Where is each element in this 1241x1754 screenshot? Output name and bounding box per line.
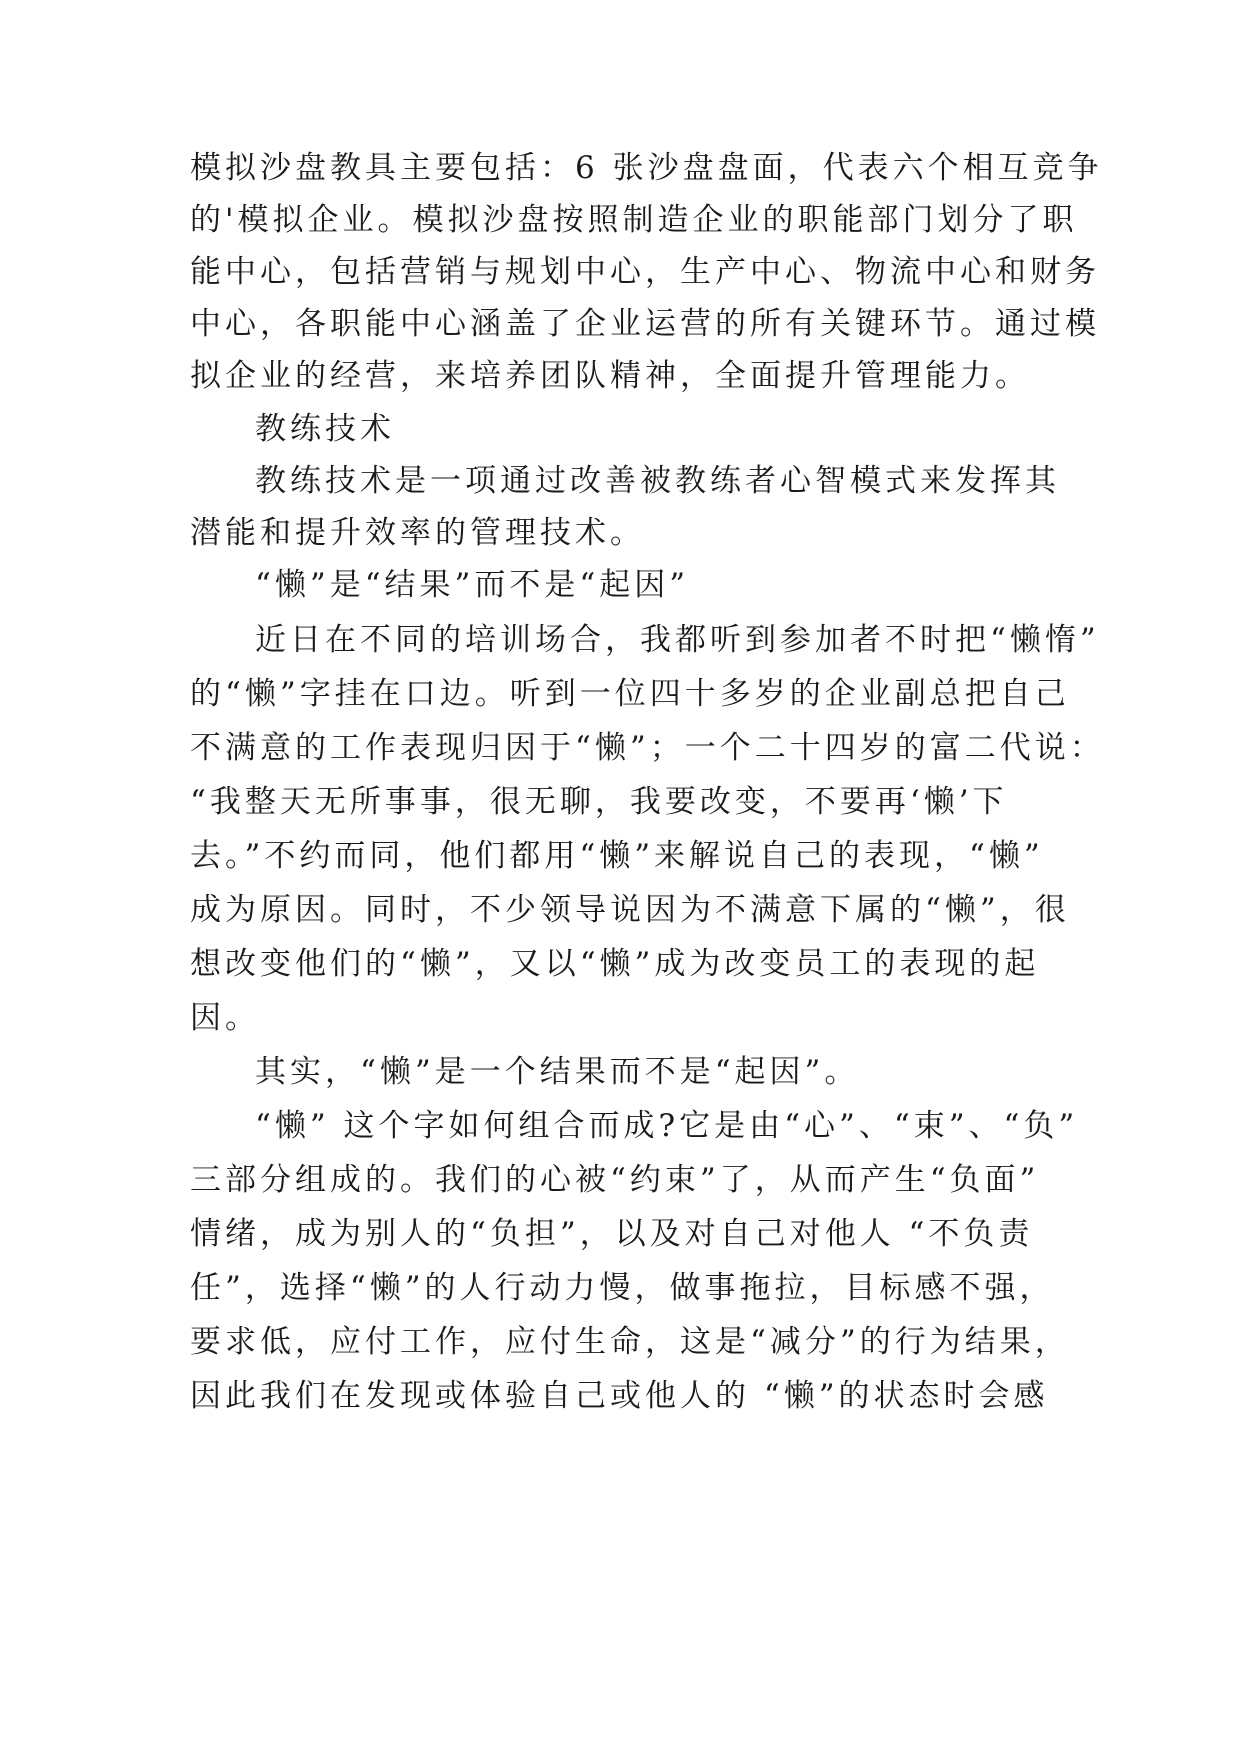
paragraph-line: 去。”不约而同，他们都用“懒”来解说自己的表现，“懒” bbox=[190, 838, 1044, 874]
paragraph-line: 成为原因。同时，不少领导说因为不满意下属的“懒”，很 bbox=[190, 892, 1070, 928]
section-heading: 教练技术 bbox=[255, 411, 395, 447]
paragraph-line: “懒” 这个字如何组合而成?它是由“心”、“束”、“负” bbox=[255, 1108, 1079, 1144]
paragraph-line: 的“懒”字挂在口边。听到一位四十多岁的企业副总把自己 bbox=[190, 676, 1070, 712]
paragraph-line: 想改变他们的“懒”，又以“懒”成为改变员工的表现的起 bbox=[190, 946, 1040, 982]
paragraph-line: 任”，选择“懒”的人行动力慢，做事拖拉，目标感不强， bbox=[190, 1270, 1055, 1306]
paragraph-line: 教练技术是一项通过改善被教练者心智模式来发挥其 bbox=[255, 463, 1060, 499]
paragraph-line: 近日在不同的培训场合，我都听到参加者不时把“懒惰” bbox=[255, 622, 1100, 658]
paragraph-line: 三部分组成的。我们的心被“约束”了，从而产生“负面” bbox=[190, 1162, 1040, 1198]
paragraph-line: 的'模拟企业。模拟沙盘按照制造企业的职能部门划分了职 bbox=[190, 202, 1078, 238]
paragraph-line: 因此我们在发现或体验自己或他人的 “懒”的状态时会感 bbox=[190, 1378, 1049, 1414]
paragraph-line: 要求低，应付工作，应付生命，这是“减分”的行为结果， bbox=[190, 1324, 1070, 1360]
paragraph-line: “我整天无所事事，很无聊，我要改变，不要再‘懒’下 bbox=[190, 784, 1008, 820]
paragraph-line: 拟企业的经营，来培养团队精神，全面提升管理能力。 bbox=[190, 358, 1030, 394]
paragraph-line: 情绪，成为别人的“负担”，以及对自己对他人 “不负责 bbox=[190, 1216, 1034, 1252]
paragraph-line: 不满意的工作表现归因于“懒”；一个二十四岁的富二代说： bbox=[190, 730, 1105, 766]
paragraph-line: 因。 bbox=[190, 1000, 260, 1036]
section-heading: “懒”是“结果”而不是“起因” bbox=[255, 567, 690, 603]
paragraph-line: 能中心，包括营销与规划中心，生产中心、物流中心和财务 bbox=[190, 254, 1100, 290]
paragraph-line: 中心，各职能中心涵盖了企业运营的所有关键环节。通过模 bbox=[190, 306, 1100, 342]
paragraph-line: 模拟沙盘教具主要包括：6 张沙盘盘面，代表六个相互竞争 bbox=[190, 150, 1103, 186]
paragraph-line: 其实，“懒”是一个结果而不是“起因”。 bbox=[255, 1054, 860, 1090]
paragraph-line: 潜能和提升效率的管理技术。 bbox=[190, 515, 645, 551]
